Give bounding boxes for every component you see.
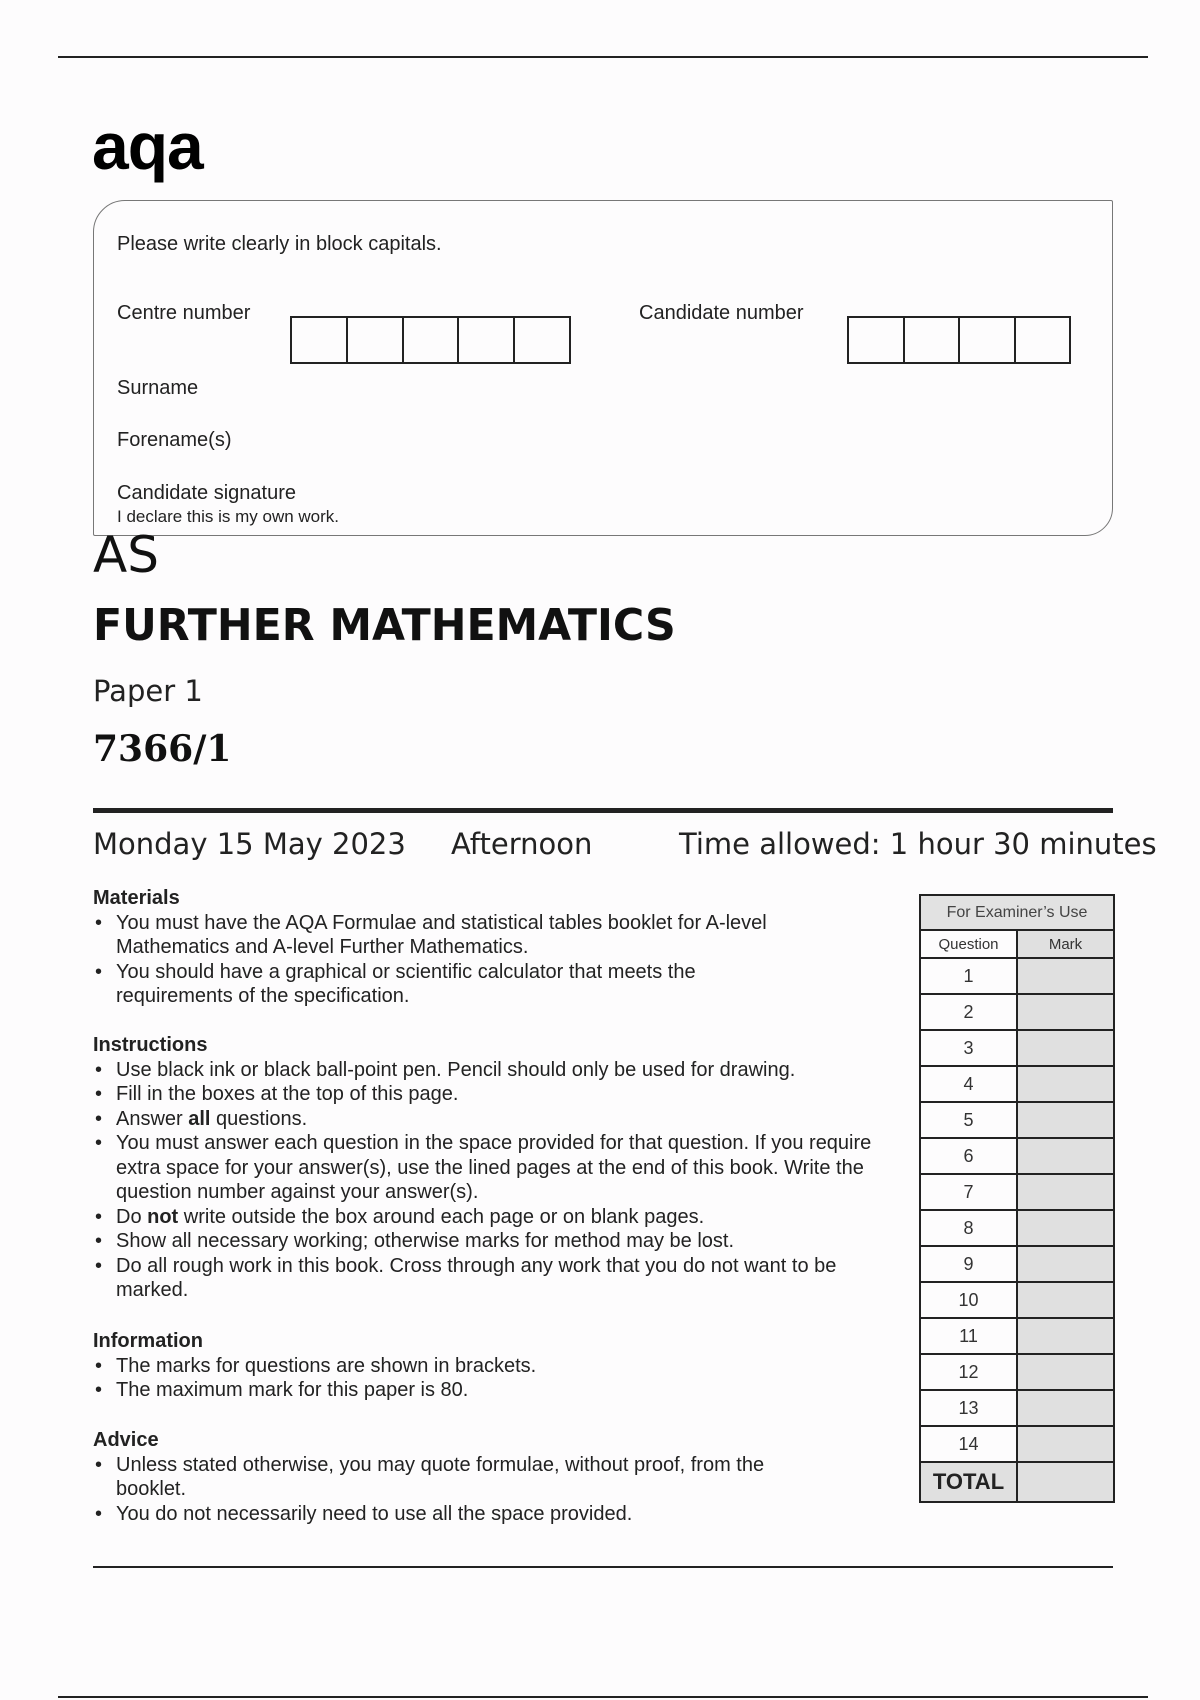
instruction-text-pre: Answer	[116, 1107, 189, 1130]
digit-box[interactable]	[960, 318, 1016, 362]
advice-section	[93, 1428, 773, 1526]
instructions-heading: Instructions	[93, 1034, 208, 1056]
surname-field[interactable]	[300, 370, 1090, 404]
instruction-text-bold: all	[188, 1107, 211, 1130]
table-row	[920, 1102, 1114, 1138]
instruction-text-pre: You must answer each question in the space provided for that question. If you require extra space for your answer(s), use the lined pages at the end of this book. Write the question number against your answer(s).	[116, 1132, 872, 1203]
instruction-text-pre: Use black ink or black ball-point pen. Pencil should only be used for drawing.	[116, 1058, 796, 1081]
table-row	[920, 1174, 1114, 1210]
total-label: TOTAL	[920, 1462, 1017, 1502]
mark-cell[interactable]	[1017, 1210, 1114, 1246]
top-rule	[58, 56, 1148, 58]
question-number: 1	[920, 958, 1017, 994]
question-number: 13	[920, 1390, 1017, 1426]
list-item: • You should have a graphical or scientific calculator that meets the requirements of the specification.	[93, 960, 793, 1009]
exam-level: AS	[93, 526, 159, 584]
instruction-text-pre: Show all necessary working; otherwise marks for method may be lost.	[116, 1230, 735, 1252]
digit-box[interactable]	[459, 318, 515, 362]
table-row	[920, 1426, 1114, 1462]
mark-cell[interactable]	[1017, 1138, 1114, 1174]
mark-cell[interactable]	[1017, 1318, 1114, 1354]
list-item: • Unless stated otherwise, you may quote formulae, without proof, from the booklet.	[93, 1453, 773, 1502]
table-row	[920, 1354, 1114, 1390]
question-number: 5	[920, 1102, 1017, 1138]
instruction-text-pre: Fill in the boxes at the top of this page.	[116, 1083, 459, 1105]
instruction-text-bold: not	[147, 1205, 179, 1228]
declaration-text: I declare this is my own work.	[117, 507, 340, 526]
signature-label: Candidate signature	[117, 482, 297, 504]
question-number: 8	[920, 1210, 1017, 1246]
question-number: 14	[920, 1426, 1017, 1462]
table-row	[920, 1246, 1114, 1282]
centre-number-field[interactable]	[290, 316, 571, 364]
mark-column-header: Mark	[1017, 930, 1114, 958]
table-row	[920, 1030, 1114, 1066]
materials-section	[93, 886, 793, 1009]
exam-subject: FURTHER MATHEMATICS	[93, 600, 676, 651]
question-number: 12	[920, 1354, 1017, 1390]
instruction-text-post: write outside the box around each page or on blank pages.	[178, 1205, 705, 1228]
advice-heading: Advice	[93, 1429, 159, 1451]
information-section	[93, 1329, 893, 1403]
mark-cell[interactable]	[1017, 1174, 1114, 1210]
bottom-rule	[93, 1566, 1113, 1568]
digit-box[interactable]	[348, 318, 404, 362]
exam-paper: Paper 1	[93, 674, 203, 708]
table-row	[920, 1390, 1114, 1426]
examiners-use-title: For Examiner’s Use	[920, 895, 1114, 930]
mark-cell[interactable]	[1017, 1066, 1114, 1102]
table-row	[920, 1318, 1114, 1354]
table-row	[920, 1138, 1114, 1174]
mark-cell[interactable]	[1017, 1246, 1114, 1282]
mark-cell[interactable]	[1017, 1426, 1114, 1462]
digit-box[interactable]	[404, 318, 460, 362]
page-bottom-rule	[58, 1696, 1148, 1698]
mark-cell[interactable]	[1017, 1354, 1114, 1390]
list-item	[93, 1229, 883, 1254]
digit-box[interactable]	[292, 318, 348, 362]
list-item: • You must have the AQA Formulae and statistical tables booklet for A-level Mathematics and A-level Further Mathematics.	[93, 911, 793, 960]
list-item	[93, 1082, 883, 1107]
list-item	[93, 1131, 883, 1205]
instructions-section	[93, 1033, 883, 1303]
candidate-number-field[interactable]	[847, 316, 1071, 364]
table-row	[920, 994, 1114, 1030]
question-number: 2	[920, 994, 1017, 1030]
centre-number-label: Centre number	[117, 302, 251, 324]
total-row	[920, 1462, 1114, 1502]
instruction-text-pre: Do all rough work in this book. Cross through any work that you do not want to be marked.	[116, 1254, 837, 1301]
list-item: • The marks for questions are shown in brackets.	[93, 1354, 893, 1379]
list-item	[93, 1254, 883, 1303]
exam-date: Monday 15 May 2023	[93, 827, 406, 861]
mark-cell[interactable]	[1017, 958, 1114, 994]
list-item	[93, 1107, 883, 1132]
digit-box[interactable]	[905, 318, 961, 362]
table-row	[920, 1066, 1114, 1102]
instruction-text-pre: Do	[116, 1205, 148, 1228]
question-number: 11	[920, 1318, 1017, 1354]
table-row	[920, 1282, 1114, 1318]
exam-session: Afternoon	[451, 827, 593, 861]
mark-cell[interactable]	[1017, 1282, 1114, 1318]
list-item: • The maximum mark for this paper is 80.	[93, 1378, 893, 1403]
candidate-number-label: Candidate number	[639, 302, 804, 324]
question-number: 3	[920, 1030, 1017, 1066]
question-number: 7	[920, 1174, 1017, 1210]
digit-box[interactable]	[849, 318, 905, 362]
list-item	[93, 1205, 883, 1230]
question-number: 9	[920, 1246, 1017, 1282]
question-number: 6	[920, 1138, 1017, 1174]
total-mark-cell[interactable]	[1017, 1462, 1114, 1502]
table-row	[920, 1210, 1114, 1246]
mark-cell[interactable]	[1017, 1390, 1114, 1426]
exam-code: 7366/1	[93, 728, 232, 770]
instruction-text-post: questions.	[210, 1107, 308, 1130]
digit-box[interactable]	[515, 318, 569, 362]
forenames-label: Forename(s)	[117, 429, 232, 451]
forenames-field[interactable]	[300, 422, 1090, 456]
examiners-use-table	[919, 894, 1115, 1503]
title-rule	[93, 808, 1113, 813]
table-row	[920, 958, 1114, 994]
materials-heading: Materials	[93, 887, 180, 909]
question-number: 10	[920, 1282, 1017, 1318]
block-capitals-instruction: Please write clearly in block capitals.	[117, 233, 442, 255]
mark-cell[interactable]	[1017, 1102, 1114, 1138]
list-item: • You do not necessarily need to use all the space provided.	[93, 1502, 773, 1527]
mark-cell[interactable]	[1017, 994, 1114, 1030]
digit-box[interactable]	[1016, 318, 1070, 362]
list-item	[93, 1058, 883, 1083]
aqa-logo: aqa	[92, 109, 203, 183]
surname-label: Surname	[117, 377, 199, 399]
time-allowed: Time allowed: 1 hour 30 minutes	[679, 827, 1157, 861]
question-number: 4	[920, 1066, 1017, 1102]
question-column-header: Question	[920, 930, 1017, 958]
information-heading: Information	[93, 1330, 203, 1352]
mark-cell[interactable]	[1017, 1030, 1114, 1066]
